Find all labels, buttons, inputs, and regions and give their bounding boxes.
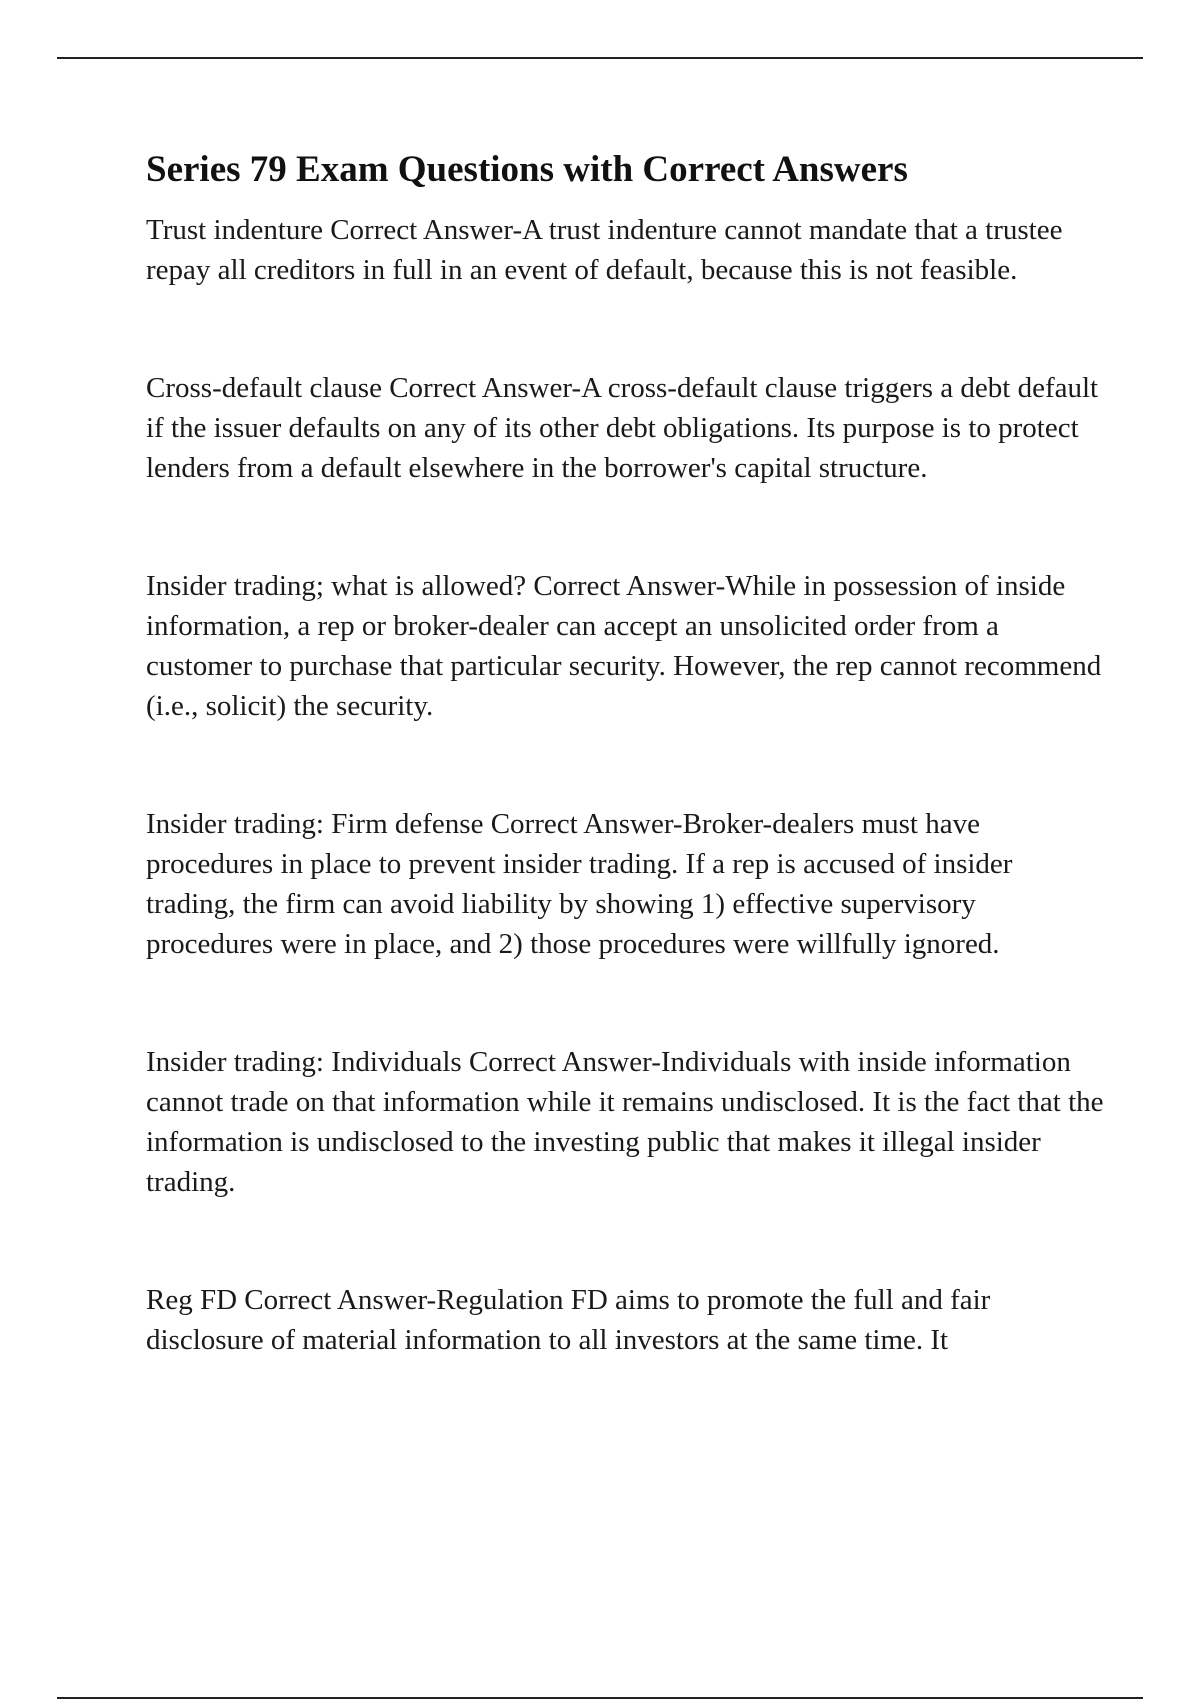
answer-marker: Correct Answer - bbox=[244, 1284, 436, 1316]
qa-term: Reg FD bbox=[146, 1284, 238, 1316]
answer-marker: Correct Answer - bbox=[389, 372, 581, 404]
qa-answer: A trust indenture cannot mandate that a trustee repay all creditors in full in an event of default, because this is not feasible. bbox=[146, 214, 1063, 286]
qa-answer: A cross-default clause triggers a debt default if the issuer defaults on any of its other debt obligations. Its purpose is to protect lenders from a default elsewhere in the borrower's capital structure. bbox=[146, 372, 1099, 484]
qa-item-cross-default-clause bbox=[146, 368, 1106, 488]
qa-item-trust-indenture bbox=[146, 210, 1106, 290]
qa-item-insider-trading-allowed bbox=[146, 566, 1106, 726]
header-rule bbox=[57, 57, 1143, 59]
qa-answer: While in possession of inside information, a rep or broker-dealer can accept an unsolicited order from a customer to purchase that particular security. However, the rep cannot recommend (i.e., solicit) the security. bbox=[146, 570, 1102, 722]
qa-item-insider-trading-individuals bbox=[146, 1042, 1106, 1202]
document-body bbox=[146, 140, 1106, 1438]
qa-item-insider-trading-firm-defense bbox=[146, 804, 1106, 964]
answer-marker: Correct Answer - bbox=[491, 808, 683, 840]
answer-marker: Correct Answer - bbox=[469, 1046, 661, 1078]
qa-term: Trust indenture bbox=[146, 214, 323, 246]
qa-item-reg-fd bbox=[146, 1280, 1106, 1360]
document-title: Series 79 Exam Questions with Correct Answers bbox=[146, 149, 908, 190]
answer-marker: Correct Answer - bbox=[330, 214, 522, 246]
qa-term: Cross-default clause bbox=[146, 372, 382, 404]
qa-answer: Individuals with inside information cannot trade on that information while it remains undisclosed. It is the fact that the information is undisclosed to the investing public that makes it illegal insider trading. bbox=[146, 1046, 1104, 1198]
qa-answer: Broker-dealers must have procedures in place to prevent insider trading. If a rep is accused of insider trading, the firm can avoid liability by showing 1) effective supervisory procedures were in place, and 2) those procedures were willfully ignored. bbox=[146, 808, 1013, 960]
footer-rule bbox=[57, 1697, 1143, 1699]
qa-term: Insider trading: Firm defense bbox=[146, 808, 484, 840]
qa-answer: Regulation FD aims to promote the full and fair disclosure of material information to all investors at the same time. It bbox=[146, 1284, 991, 1356]
answer-marker: Correct Answer - bbox=[533, 570, 725, 602]
qa-term: Insider trading: Individuals bbox=[146, 1046, 462, 1078]
qa-term: Insider trading; what is allowed? bbox=[146, 570, 527, 602]
qa-list bbox=[146, 210, 1106, 1360]
